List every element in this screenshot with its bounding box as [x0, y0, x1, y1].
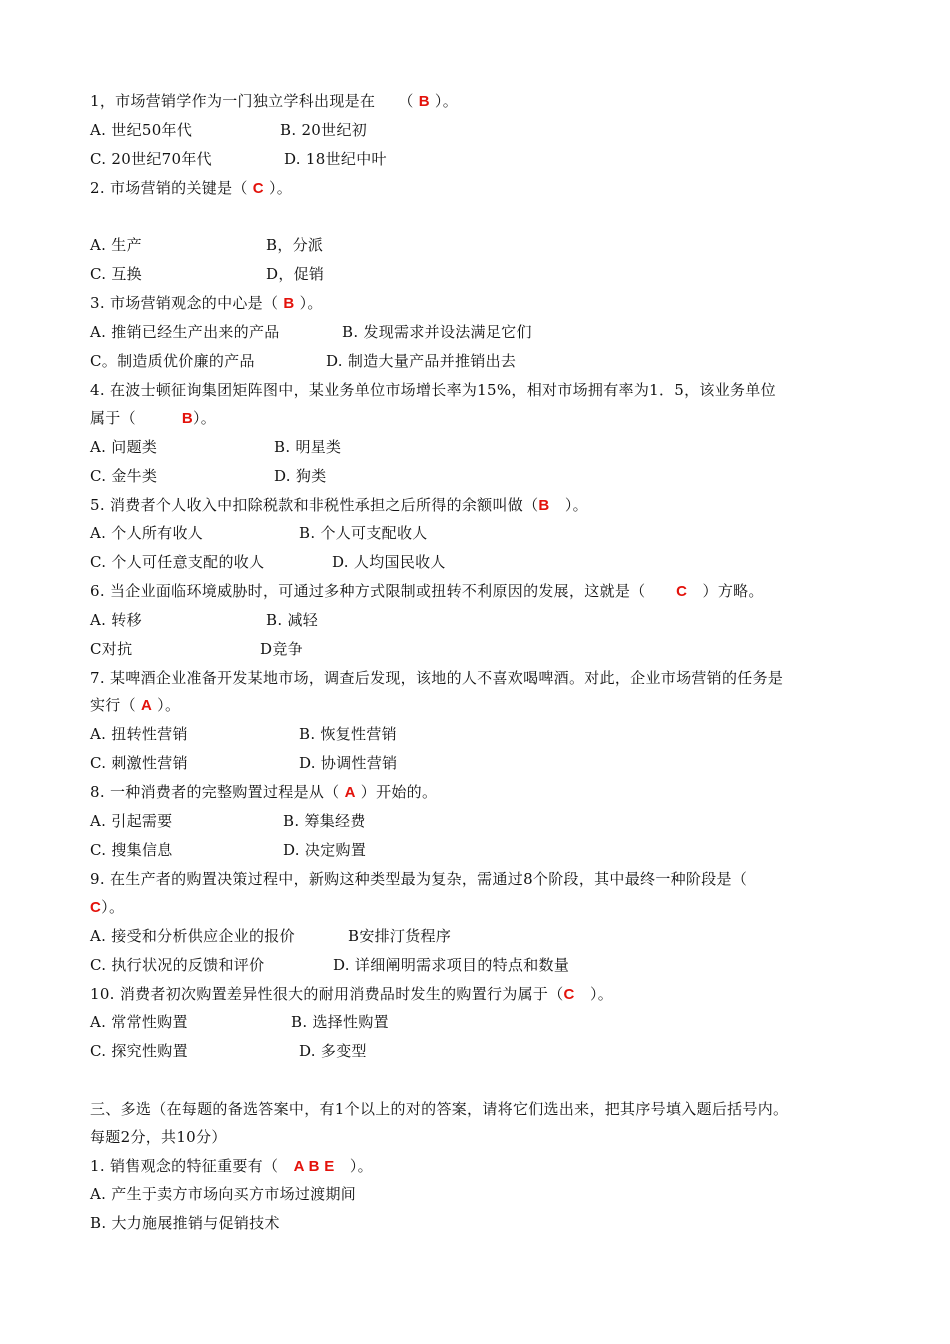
option-d: D. 人均国民收人 [332, 553, 446, 571]
option-c: C. 金牛类 [90, 467, 158, 485]
options-row [90, 466, 870, 486]
option-d: D. 18世纪中叶 [284, 150, 387, 168]
question-9-cont [90, 897, 870, 918]
option-a: A. 引起需要 [90, 812, 173, 830]
option-a: A. 生产 [90, 236, 142, 254]
options-row [90, 264, 870, 284]
option-c: C. 个人可任意支配的收人 [90, 553, 265, 571]
options-row [90, 926, 870, 946]
option-b: B. 选择性购置 [291, 1013, 389, 1031]
options-row [90, 120, 870, 140]
question-3 [90, 293, 870, 314]
option-a: A. 接受和分析供应企业的报价 [90, 927, 295, 945]
option-b: B. 恢复性营销 [299, 725, 397, 743]
question-tail: ）。 [574, 985, 614, 1003]
question-tail: ）。 [192, 409, 217, 427]
options-row [90, 552, 870, 572]
option-d: D，促销 [266, 265, 325, 283]
question-text: 10. 消费者初次购置差异性很大的耐用消费品时发生的购置行为属于（ [90, 985, 564, 1003]
answer-mark: B [181, 410, 193, 427]
question-text: 8. 一种消费者的完整购置过程是从（ [90, 783, 345, 801]
question-tail: ）方略。 [687, 582, 764, 600]
option-a: A. 问题类 [90, 438, 158, 456]
answer-mark: C [90, 899, 102, 916]
section-instructions: 每题2分，共10分） [90, 1128, 227, 1146]
question-tail: ）。 [429, 92, 459, 110]
option-b: B. 个人可支配收人 [299, 524, 428, 542]
question-text: 9. 在生产者的购置决策过程中，新购这种类型最为复杂，需通过8个阶段，其中最终一种阶段是（ [90, 870, 748, 888]
option-c: C. 互换 [90, 265, 142, 283]
question-text: 5. 消费者个人收入中扣除税款和非税性承担之后所得的余额叫做（ [90, 496, 539, 514]
option-c: C. 执行状况的反馈和评价 [90, 956, 265, 974]
answer-mark: A [344, 784, 356, 801]
answer-mark: C [563, 986, 575, 1003]
question-tail: ）。 [101, 898, 125, 916]
multi-question-1 [90, 1156, 870, 1177]
option-d: D. 协调性营销 [299, 754, 398, 772]
options-row [90, 523, 870, 543]
option-b: B. 筹集经费 [283, 812, 366, 830]
question-text: 4. 在波士顿征询集团矩阵图中，某业务单位市场增长率为15%，相对市场拥有率为1．5，该业务单位 [90, 381, 776, 399]
question-6 [90, 581, 870, 602]
section-heading-cont [90, 1127, 870, 1147]
question-7 [90, 668, 870, 688]
option-d: D. 决定购置 [283, 841, 367, 859]
question-tail: ）。 [294, 294, 323, 312]
option-a: A. 常常性购置 [90, 1013, 188, 1031]
option-c: C. 搜集信息 [90, 841, 173, 859]
option-c: C对抗 [90, 640, 133, 658]
option-b: B. 20世纪初 [280, 121, 368, 139]
question-4-cont [90, 408, 870, 429]
option-d: D. 制造大量产品并推销出去 [326, 352, 517, 370]
option-a: A. 产生于卖方市场向买方市场过渡期间 [90, 1185, 357, 1203]
options-row [90, 639, 870, 659]
answer-mark: B [418, 93, 430, 110]
option-b: B，分派 [266, 236, 324, 254]
option-c: C. 探究性购置 [90, 1042, 188, 1060]
options-row [90, 610, 870, 630]
options-row [90, 149, 870, 169]
options-row [90, 753, 870, 773]
question-text: 1，市场营销学作为一门独立学科出现是在 （ [90, 92, 419, 110]
answer-mark: C [252, 180, 264, 197]
option-b: B安排汀货程序 [348, 927, 452, 945]
option-d: D. 多变型 [299, 1042, 367, 1060]
option-b: B. 大力施展推销与促销技术 [90, 1214, 280, 1232]
answer-mark: C [676, 583, 688, 600]
question-tail: ）。 [549, 496, 588, 514]
question-text: 3. 市场营销观念的中心是（ [90, 294, 284, 312]
question-tail: ）。 [152, 696, 181, 714]
option-a: A. 个人所有收人 [90, 524, 204, 542]
option-b: B. 减轻 [266, 611, 319, 629]
option-a: A. 扭转性营销 [90, 725, 188, 743]
question-tail: ）。 [334, 1157, 373, 1175]
question-text: 6. 当企业面临环境威胁时，可通过多种方式限制或扭转不利原因的发展，这就是（ [90, 582, 677, 600]
question-text: 2. 市场营销的关键是（ [90, 179, 253, 197]
option-c: C. 刺激性营销 [90, 754, 188, 772]
option-a: A. 转移 [90, 611, 142, 629]
options-row [90, 437, 870, 457]
section-heading [90, 1099, 870, 1119]
options-row [90, 724, 870, 744]
option-a: A. 世纪50年代 [90, 121, 193, 139]
option-c: C. 20世纪70年代 [90, 150, 212, 168]
answer-mark: B [283, 295, 295, 312]
option-row [90, 1184, 870, 1204]
question-8 [90, 782, 870, 803]
question-4 [90, 380, 870, 400]
question-10 [90, 984, 870, 1005]
option-b: B. 明星类 [274, 438, 342, 456]
question-7-cont [90, 695, 870, 716]
question-2 [90, 178, 870, 199]
options-row [90, 322, 870, 342]
options-row [90, 351, 870, 371]
options-row [90, 955, 870, 975]
question-text: 属于（ [90, 409, 182, 427]
answer-mark: B [538, 497, 550, 514]
section-instructions: 三、多选（在每题的备选答案中，有1个以上的对的答案，请将它们选出来，把其序号填入题后括号内。 [90, 1100, 789, 1118]
option-d: D. 狗类 [274, 467, 327, 485]
options-row [90, 811, 870, 831]
question-text: 1. 销售观念的特征重要有（ [90, 1157, 294, 1175]
question-tail: ）。 [263, 179, 293, 197]
options-row [90, 1012, 870, 1032]
question-text: 7. 某啤酒企业准备开发某地市场，调查后发现，该地的人不喜欢喝啤酒。对此，企业市场营销的任务是 [90, 669, 784, 687]
answer-mark: A [140, 697, 153, 714]
options-row [90, 840, 870, 860]
option-d: D. 详细阐明需求项目的特点和数量 [333, 956, 570, 974]
option-d: D竞争 [260, 640, 303, 658]
option-c: C。制造质优价廉的产品 [90, 352, 255, 370]
answer-mark: A B E [293, 1158, 335, 1175]
options-row [90, 1041, 870, 1061]
question-1 [90, 91, 870, 112]
option-b: B. 发现需求并设法满足它们 [342, 323, 532, 341]
question-9 [90, 869, 870, 889]
option-row [90, 1213, 870, 1233]
option-a: A. 推销已经生产出来的产品 [90, 323, 280, 341]
question-5 [90, 495, 870, 516]
question-text: 实行（ [90, 696, 141, 714]
question-tail: ）开始的。 [355, 783, 438, 801]
options-row [90, 235, 870, 255]
